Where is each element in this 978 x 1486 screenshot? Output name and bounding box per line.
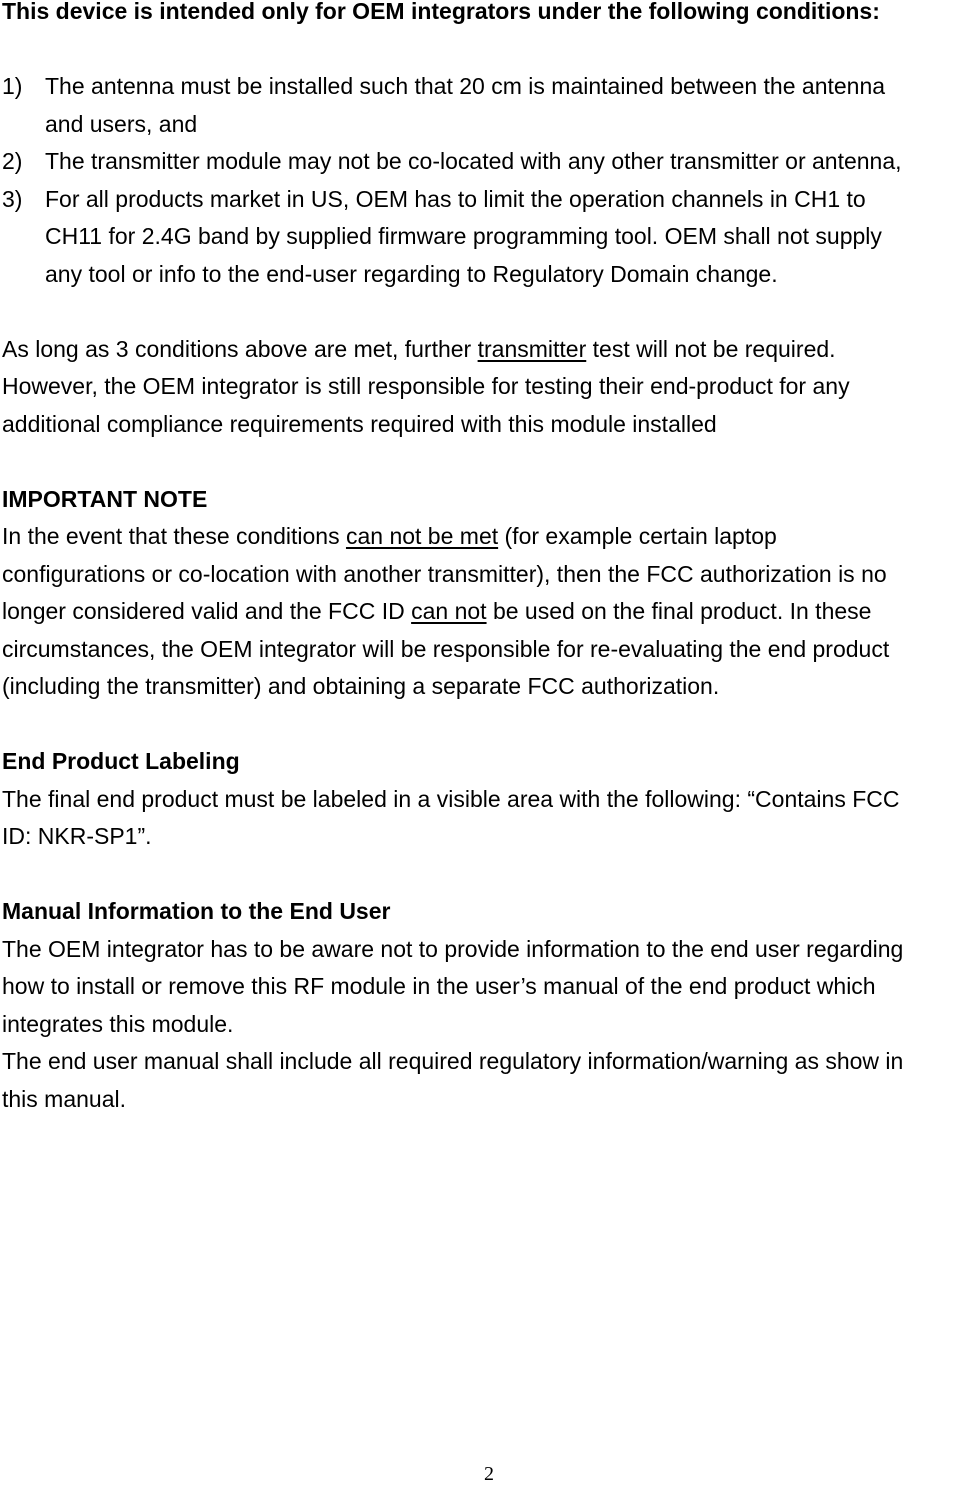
condition-item	[2, 181, 978, 294]
condition-text-line: The antenna must be installed such that 20 cm is maintained between the antenna	[45, 73, 886, 99]
document-page	[2, 0, 978, 1118]
manual-info-line: The OEM integrator has to be aware not to provide information to the end user regarding	[2, 935, 904, 962]
labeling-line: ID: NKR-SP1”.	[2, 823, 152, 849]
important-note-line: (including the transmitter) and obtaining a separate FCC authorization.	[2, 673, 720, 699]
compliance-text: test will not be required.	[586, 335, 836, 362]
manual-info-line: integrates this module.	[2, 1010, 234, 1037]
underlined-term: can not	[411, 598, 487, 624]
condition-text-line: any tool or info to the end-user regarding to Regulatory Domain change.	[45, 260, 778, 287]
spacer	[2, 31, 978, 69]
underlined-term: can not be met	[345, 523, 499, 549]
condition-text-line: CH11 for 2.4G band by supplied firmware programming tool. OEM shall not supply	[45, 223, 882, 249]
condition-text-line: The transmitter module may not be co-located with any other transmitter or antenna,	[45, 148, 902, 174]
labeling-title: End Product Labeling	[2, 748, 240, 774]
important-note-title: IMPORTANT NOTE	[2, 485, 208, 512]
manual-info-line: The end user manual shall include all required regulatory information/warning as show in	[2, 1048, 904, 1074]
spacer	[2, 293, 978, 331]
important-note-section	[2, 481, 978, 706]
note-text: In the event that these conditions	[2, 523, 346, 549]
important-note-line	[2, 593, 978, 631]
labeling-section	[2, 743, 978, 856]
condition-text-line: and users, and	[45, 110, 198, 137]
underlined-term: transmitter	[477, 335, 587, 362]
manual-info-title: Manual Information to the End User	[2, 898, 391, 924]
note-text: (for example certain laptop	[498, 523, 777, 549]
condition-text-line: For all products market in US, OEM has to limit the operation channels in CH1 to	[45, 185, 866, 212]
compliance-paragraph	[2, 331, 978, 444]
spacer	[2, 856, 978, 894]
condition-number: 1)	[2, 73, 23, 99]
conditions-list	[2, 68, 978, 293]
page-number: 2	[484, 1463, 494, 1485]
note-text: be used on the final product. In these	[486, 598, 872, 624]
condition-item	[2, 143, 978, 181]
conditions-heading: This device is intended only for OEM integrators under the following conditions:	[2, 0, 880, 24]
compliance-line: However, the OEM integrator is still responsible for testing their end-product for any	[2, 373, 850, 399]
manual-info-section	[2, 893, 978, 1118]
important-note-line	[2, 518, 978, 556]
note-text: longer considered valid and the FCC ID	[2, 598, 412, 624]
spacer	[2, 706, 978, 744]
compliance-line	[2, 331, 978, 369]
manual-info-line: this manual.	[2, 1085, 127, 1112]
important-note-line: configurations or co-location with another transmitter), then the FCC authorization is no	[2, 560, 887, 587]
condition-number: 2)	[2, 148, 23, 174]
condition-item	[2, 68, 978, 143]
manual-info-line: how to install or remove this RF module in the user’s manual of the end product which	[2, 973, 876, 999]
compliance-text: As long as 3 conditions above are met, further	[2, 335, 478, 362]
spacer	[2, 443, 978, 481]
condition-number: 3)	[2, 185, 23, 212]
compliance-line: additional compliance requirements required with this module installed	[2, 410, 717, 437]
labeling-line: The final end product must be labeled in a visible area with the following: “Contains FCC	[2, 785, 900, 812]
important-note-line: circumstances, the OEM integrator will be responsible for re-evaluating the end product	[2, 635, 890, 662]
